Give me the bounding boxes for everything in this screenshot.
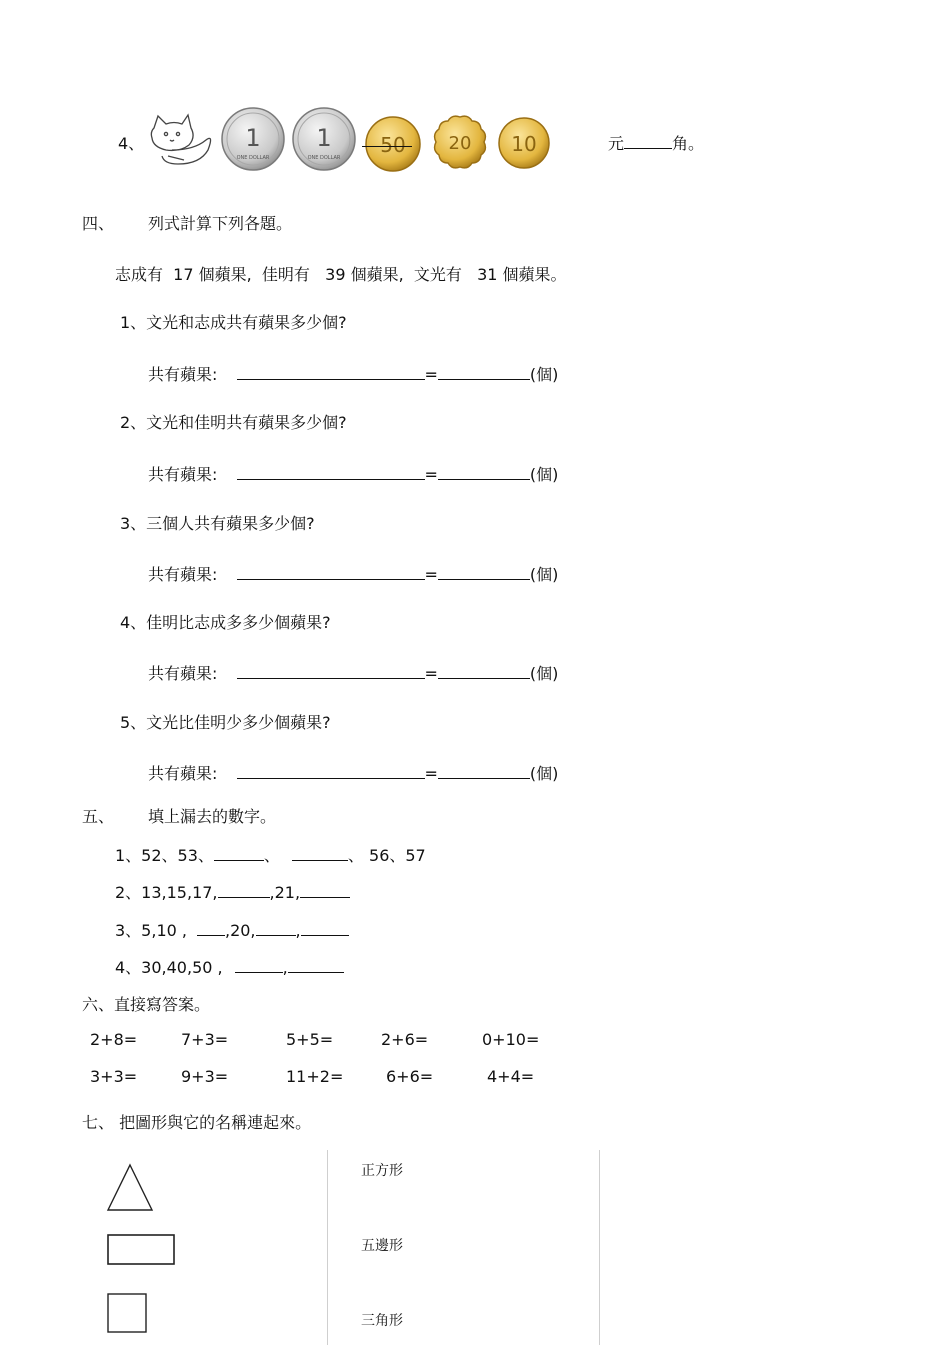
equation-blank[interactable] [237, 565, 425, 580]
arith-2-3: 11+2= [286, 1067, 344, 1086]
sequence-blank[interactable] [292, 846, 348, 861]
sequence-blank[interactable] [197, 921, 225, 936]
sequence-item-2 [115, 880, 350, 903]
equation-blank[interactable] [237, 664, 425, 679]
question-2: 2、文光和佳明共有蘋果多少個? [120, 413, 347, 432]
unit-label: (個) [529, 565, 559, 584]
sequence-blank[interactable] [256, 921, 296, 936]
equals-sign: = [424, 365, 438, 384]
column-divider [599, 1150, 600, 1345]
result-blank[interactable] [438, 565, 530, 580]
arith-1-1: 2+8= [90, 1030, 138, 1049]
arith-2-5: 4+4= [487, 1067, 535, 1086]
sequence-blank[interactable] [301, 921, 349, 936]
arith-1-2: 7+3= [181, 1030, 229, 1049]
arith-1-4: 2+6= [381, 1030, 429, 1049]
equation-blank[interactable] [237, 365, 425, 380]
sequence-blank[interactable] [300, 883, 350, 898]
sequence-blank[interactable] [214, 846, 264, 861]
question-5: 5、文光比佳明少多少個蘋果? [120, 713, 331, 732]
answer-label: 共有蘋果: [148, 365, 218, 384]
unit-label: (個) [529, 365, 559, 384]
sequence-text: 2、13,15,17, [115, 883, 218, 902]
sequence-text: , [295, 921, 301, 940]
twenty-cent-coin-icon [432, 114, 488, 172]
arith-1-3: 5+5= [286, 1030, 334, 1049]
section7-heading: 七、 把圖形與它的名稱連起來。 [82, 1113, 312, 1132]
answer-label: 共有蘋果: [148, 764, 218, 783]
equals-sign: = [424, 664, 438, 683]
q4-money-answer [608, 131, 704, 154]
rectangle-shape-icon[interactable] [106, 1233, 178, 1267]
unit-jiao: 角。 [672, 134, 705, 153]
sequence-blank[interactable] [288, 958, 344, 973]
answer-row-4 [148, 661, 558, 684]
equation-blank[interactable] [237, 764, 425, 779]
equation-blank[interactable] [237, 465, 425, 480]
shape-name-square[interactable]: 正方形 [361, 1163, 403, 1179]
column-divider [327, 1150, 328, 1345]
shape-name-pentagon[interactable]: 五邊形 [361, 1238, 403, 1254]
answer-label: 共有蘋果: [148, 565, 218, 584]
section6-heading: 六、直接寫答案。 [82, 995, 211, 1014]
sequence-text: 3、5,10 , [115, 921, 187, 940]
answer-label: 共有蘋果: [148, 465, 218, 484]
svg-text:ONE DOLLAR: ONE DOLLAR [236, 155, 270, 161]
svg-text:20: 20 [448, 133, 472, 154]
section4-number: 四、 [82, 214, 115, 233]
arith-2-1: 3+3= [90, 1067, 138, 1086]
section5-number: 五、 [82, 807, 115, 826]
equals-sign: = [424, 764, 438, 783]
q4-number: 4、 [118, 134, 145, 153]
square-shape-icon[interactable] [106, 1292, 150, 1336]
answer-row-5 [148, 761, 558, 784]
svg-text:1: 1 [245, 124, 261, 152]
answer-line [362, 146, 412, 147]
sequence-text: 、 56、57 [347, 846, 426, 865]
question-3: 3、三個人共有蘋果多少個? [120, 514, 315, 533]
unit-label: (個) [529, 664, 559, 683]
unit-label: (個) [529, 764, 559, 783]
sequence-item-3 [115, 918, 349, 941]
result-blank[interactable] [438, 664, 530, 679]
result-blank[interactable] [438, 764, 530, 779]
result-blank[interactable] [438, 365, 530, 380]
sequence-text: 4、30,40,50 , [115, 958, 223, 977]
unit-label: (個) [529, 465, 559, 484]
sequence-text: 、 [263, 846, 280, 865]
unit-yuan: 元 [608, 134, 625, 153]
cat-icon [144, 110, 218, 172]
section5-heading: 填上漏去的數字。 [148, 807, 277, 826]
arith-1-5: 0+10= [482, 1030, 540, 1049]
svg-text:10: 10 [511, 132, 537, 156]
answer-row-3 [148, 562, 558, 585]
fifty-cent-coin-icon [364, 115, 422, 173]
sequence-text: , [282, 958, 288, 977]
sequence-blank[interactable] [235, 958, 283, 973]
svg-text:ONE DOLLAR: ONE DOLLAR [307, 155, 341, 161]
one-dollar-coin-icon [291, 106, 357, 172]
section4-intro: 志成有 17 個蘋果, 佳明有 39 個蘋果, 文光有 31 個蘋果。 [115, 265, 567, 284]
arith-2-2: 9+3= [181, 1067, 229, 1086]
section4-heading: 列式計算下列各題。 [148, 214, 293, 233]
sequence-item-4 [115, 955, 344, 978]
jiao-blank[interactable] [624, 134, 672, 149]
triangle-shape-icon[interactable] [106, 1162, 156, 1212]
sequence-text: ,21, [269, 883, 301, 902]
sequence-text: ,20, [224, 921, 256, 940]
one-dollar-coin-icon [220, 106, 286, 172]
arith-2-4: 6+6= [386, 1067, 434, 1086]
question-1: 1、文光和志成共有蘋果多少個? [120, 313, 347, 332]
equals-sign: = [424, 465, 438, 484]
sequence-blank[interactable] [218, 883, 270, 898]
svg-text:50: 50 [380, 133, 406, 157]
sequence-text: 1、52、53、 [115, 846, 214, 865]
result-blank[interactable] [438, 465, 530, 480]
shape-name-triangle[interactable]: 三角形 [361, 1313, 403, 1329]
equals-sign: = [424, 565, 438, 584]
answer-label: 共有蘋果: [148, 664, 218, 683]
answer-row-1 [148, 362, 558, 385]
sequence-item-1 [115, 843, 426, 866]
ten-cent-coin-icon [497, 116, 551, 170]
svg-text:1: 1 [316, 124, 332, 152]
question-4: 4、佳明比志成多多少個蘋果? [120, 613, 331, 632]
answer-row-2 [148, 462, 558, 485]
